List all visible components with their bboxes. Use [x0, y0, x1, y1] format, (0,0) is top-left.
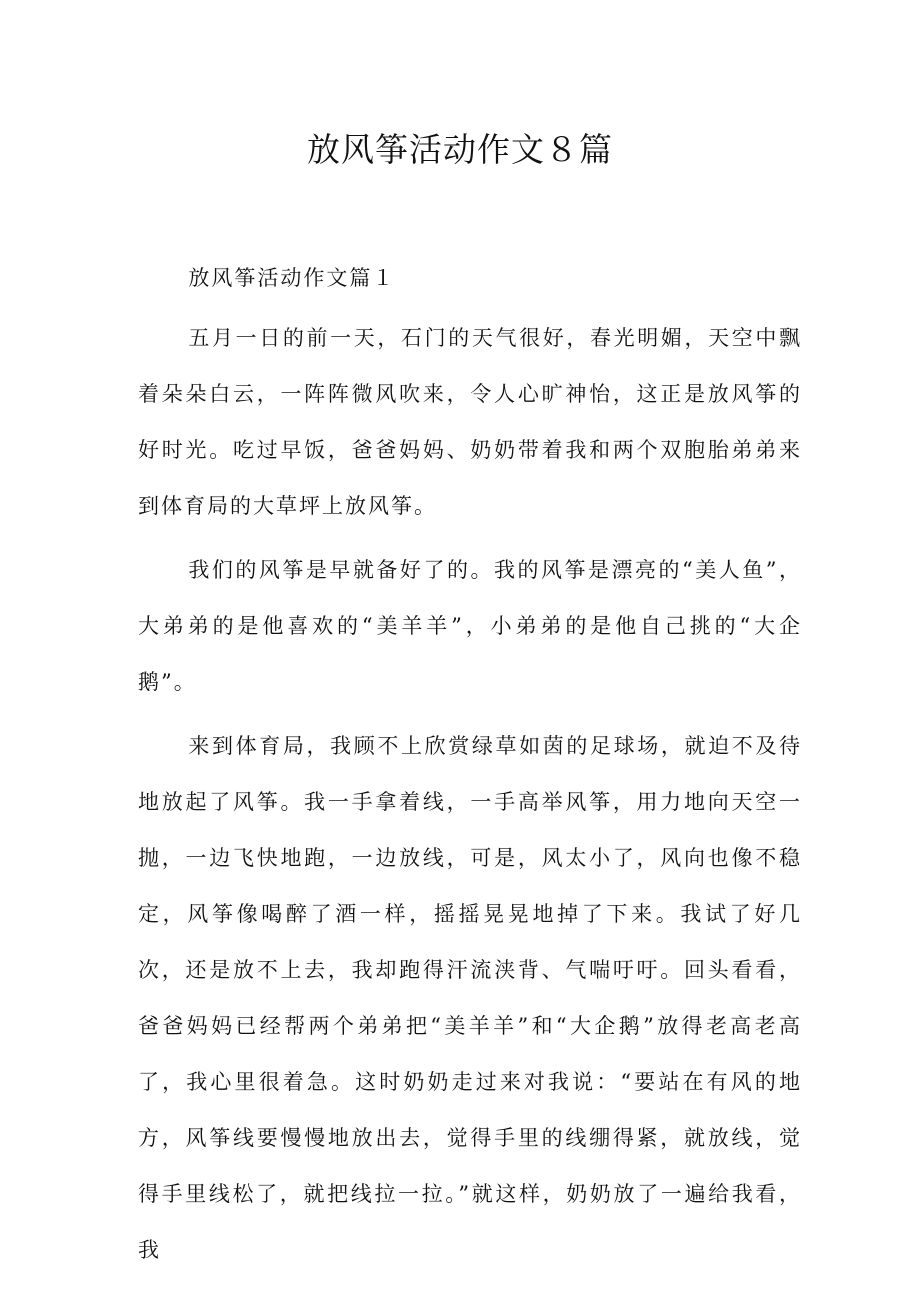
paragraph-3: 来到体育局，我顾不上欣赏绿草如茵的足球场，就迫不及待地放起了风筝。我一手拿着线，一手高举风筝，用力地向天空一抛，一边飞快地跑，一边放线，可是，风太小了，风向也像不稳定，风筝像喝醉了酒一样，摇摇晃晃地掉了下来。我试了好几次，还是放不上去，我却跑得汗流浃背、气喘吁吁。回头看看，爸爸妈妈已经帮两个弟弟把“美羊羊”和“大企鹅”放得老高老高了，我心里很着急。这时奶奶走过来对我说：“要站在有风的地方，风筝线要慢慢地放出去，觉得手里的线绷得紧，就放线，觉得手里线松了，就把线拉一拉。”就这样，奶奶放了一遍给我看，我	[138, 734, 802, 1262]
document-title: 放风筝活动作文８篇	[307, 130, 613, 169]
section-heading: 放风筝活动作文篇１	[188, 266, 396, 290]
paragraph-1: 五月一日的前一天，石门的天气很好，春光明媚，天空中飘着朵朵白云，一阵阵微风吹来，令人心旷神怡，这正是放风筝的好时光。吃过早饭，爸爸妈妈、奶奶带着我和两个双胞胎弟弟来到体育局的大草坪上放风筝。	[138, 326, 802, 518]
paragraph-2: 我们的风筝是早就备好了的。我的风筝是漂亮的“美人鱼”，大弟弟的是他喜欢的“美羊羊”，小弟弟的是他自己挑的“大企鹅”。	[138, 558, 802, 694]
document-body	[138, 250, 802, 1286]
